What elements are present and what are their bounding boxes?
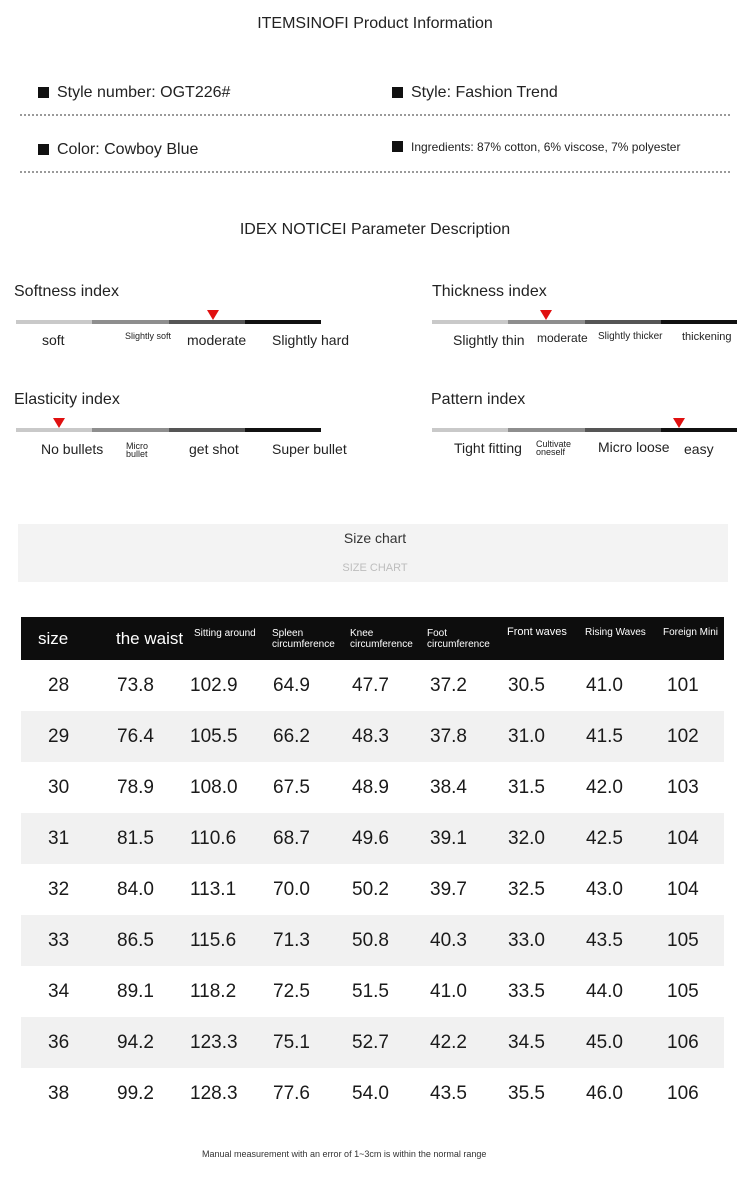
color-text: Color: Cowboy Blue bbox=[57, 141, 199, 158]
table-cell: 32 bbox=[48, 878, 70, 900]
table-cell: 43.5 bbox=[430, 1082, 467, 1104]
table-cell: 49.6 bbox=[352, 827, 389, 849]
dotted-divider bbox=[20, 114, 730, 116]
table-row bbox=[21, 1068, 724, 1119]
table-cell: 66.2 bbox=[273, 725, 310, 747]
table-cell: 101 bbox=[667, 674, 699, 696]
column-header: Spleen circumference bbox=[272, 627, 335, 650]
column-header: Front waves bbox=[507, 626, 567, 638]
table-cell: 77.6 bbox=[273, 1082, 310, 1104]
thickness-index-title: Thickness index bbox=[432, 283, 547, 300]
pattern-marker-icon bbox=[673, 418, 685, 428]
column-header: Foot circumference bbox=[427, 627, 490, 650]
table-cell: 38 bbox=[48, 1082, 70, 1104]
table-cell: 70.0 bbox=[273, 878, 310, 900]
table-cell: 41.5 bbox=[586, 725, 623, 747]
thickness-label: Slightly thin bbox=[453, 332, 525, 348]
softness-scale bbox=[16, 320, 321, 324]
table-row bbox=[21, 966, 724, 1017]
table-header bbox=[21, 617, 724, 660]
size-chart-title: Size chart bbox=[343, 530, 407, 546]
softness-label: moderate bbox=[187, 332, 247, 348]
bullet-icon bbox=[38, 144, 49, 155]
table-cell: 72.5 bbox=[273, 980, 310, 1002]
table-cell: 118.2 bbox=[190, 980, 237, 1002]
style-number-item bbox=[38, 84, 230, 102]
table-cell: 42.0 bbox=[586, 776, 623, 798]
elasticity-marker-icon bbox=[53, 418, 65, 428]
table-row bbox=[21, 915, 724, 966]
style-item bbox=[392, 84, 558, 102]
thickness-label: moderate bbox=[537, 331, 588, 345]
size-table bbox=[21, 617, 724, 1119]
table-cell: 104 bbox=[667, 827, 699, 849]
table-cell: 68.7 bbox=[273, 827, 310, 849]
table-cell: 48.3 bbox=[352, 725, 389, 747]
table-cell: 78.9 bbox=[117, 776, 154, 798]
table-cell: 31.0 bbox=[508, 725, 545, 747]
pattern-index-title: Pattern index bbox=[431, 391, 526, 408]
table-row bbox=[21, 660, 724, 711]
table-cell: 52.7 bbox=[352, 1031, 389, 1053]
table-cell: 106 bbox=[667, 1031, 699, 1053]
color-item bbox=[38, 141, 198, 159]
thickness-scale bbox=[432, 320, 737, 324]
table-row bbox=[21, 813, 724, 864]
table-cell: 28 bbox=[48, 674, 70, 696]
pattern-label: Tight fitting bbox=[454, 440, 522, 456]
table-cell: 123.3 bbox=[190, 1031, 238, 1053]
table-cell: 113.1 bbox=[190, 878, 237, 900]
softness-label: Slightly hard bbox=[272, 332, 350, 348]
elasticity-label: get shot bbox=[189, 441, 239, 457]
elasticity-index-title: Elasticity index bbox=[14, 391, 120, 408]
softness-label: soft bbox=[42, 332, 65, 348]
thickness-marker-icon bbox=[540, 310, 552, 320]
table-cell: 67.5 bbox=[273, 776, 310, 798]
table-cell: 89.1 bbox=[117, 980, 154, 1002]
table-cell: 50.2 bbox=[352, 878, 389, 900]
table-cell: 42.5 bbox=[586, 827, 623, 849]
table-cell: 104 bbox=[667, 878, 699, 900]
table-cell: 39.1 bbox=[430, 827, 467, 849]
column-header: Rising Waves bbox=[585, 627, 646, 638]
table-cell: 29 bbox=[48, 725, 70, 747]
style-text: Style: Fashion Trend bbox=[411, 84, 558, 101]
elasticity-label: Super bullet bbox=[272, 441, 347, 457]
table-cell: 44.0 bbox=[586, 980, 623, 1002]
table-cell: 40.3 bbox=[430, 929, 467, 951]
table-row bbox=[21, 1017, 724, 1068]
table-row bbox=[21, 762, 724, 813]
table-cell: 33 bbox=[48, 929, 70, 951]
table-cell: 102 bbox=[667, 725, 699, 747]
table-cell: 94.2 bbox=[117, 1031, 154, 1053]
table-cell: 39.7 bbox=[430, 878, 467, 900]
column-header: Sitting around bbox=[194, 628, 256, 639]
elasticity-label: Micro bullet bbox=[126, 441, 148, 459]
table-cell: 75.1 bbox=[273, 1031, 310, 1053]
elasticity-scale bbox=[16, 428, 321, 432]
table-cell: 30 bbox=[48, 776, 70, 798]
dotted-divider bbox=[20, 171, 730, 173]
table-cell: 99.2 bbox=[117, 1082, 154, 1104]
table-cell: 51.5 bbox=[352, 980, 389, 1002]
table-cell: 102.9 bbox=[190, 674, 238, 696]
table-cell: 31 bbox=[48, 827, 70, 849]
table-cell: 37.8 bbox=[430, 725, 467, 747]
table-cell: 48.9 bbox=[352, 776, 389, 798]
table-cell: 36 bbox=[48, 1031, 70, 1053]
table-cell: 115.6 bbox=[190, 929, 237, 951]
bullet-icon bbox=[392, 87, 403, 98]
softness-index-title: Softness index bbox=[14, 283, 119, 300]
measurement-note: Manual measurement with an error of 1~3cm is within the normal range bbox=[202, 1149, 487, 1159]
style-number-text: Style number: OGT226# bbox=[57, 84, 231, 101]
table-cell: 50.8 bbox=[352, 929, 389, 951]
size-chart-subtitle: SIZE CHART bbox=[342, 562, 408, 574]
bullet-icon bbox=[38, 87, 49, 98]
table-row bbox=[21, 711, 724, 762]
column-header: size bbox=[38, 629, 69, 648]
softness-marker-icon bbox=[207, 310, 219, 320]
table-cell: 71.3 bbox=[273, 929, 310, 951]
table-cell: 86.5 bbox=[117, 929, 154, 951]
table-cell: 42.2 bbox=[430, 1031, 467, 1053]
table-cell: 128.3 bbox=[190, 1082, 238, 1104]
elasticity-label: No bullets bbox=[41, 441, 104, 457]
table-cell: 73.8 bbox=[117, 674, 154, 696]
product-info-title: ITEMSINOFI Product Information bbox=[257, 15, 493, 32]
table-cell: 43.5 bbox=[586, 929, 623, 951]
bullet-icon bbox=[392, 141, 403, 152]
table-cell: 34 bbox=[48, 980, 70, 1002]
ingredients-item bbox=[392, 140, 680, 154]
table-cell: 54.0 bbox=[352, 1082, 389, 1104]
table-cell: 105 bbox=[667, 980, 699, 1002]
table-cell: 81.5 bbox=[117, 827, 154, 849]
table-cell: 34.5 bbox=[508, 1031, 545, 1053]
thickness-label: Slightly thicker bbox=[598, 331, 663, 342]
column-header: the waist bbox=[116, 629, 184, 648]
table-cell: 32.5 bbox=[508, 878, 545, 900]
table-cell: 35.5 bbox=[508, 1082, 545, 1104]
table-cell: 33.5 bbox=[508, 980, 545, 1002]
table-cell: 105.5 bbox=[190, 725, 238, 747]
column-header: Knee circumference bbox=[350, 627, 413, 650]
parameter-title: IDEX NOTICEI Parameter Description bbox=[239, 221, 511, 238]
table-cell: 32.0 bbox=[508, 827, 545, 849]
table-body bbox=[21, 660, 724, 1119]
table-cell: 103 bbox=[667, 776, 699, 798]
softness-label: Slightly soft bbox=[125, 331, 172, 341]
table-cell: 76.4 bbox=[117, 725, 154, 747]
table-cell: 64.9 bbox=[273, 674, 310, 696]
table-cell: 105 bbox=[667, 929, 699, 951]
table-cell: 43.0 bbox=[586, 878, 623, 900]
column-header: Foreign Mini bbox=[663, 627, 719, 638]
table-cell: 84.0 bbox=[117, 878, 154, 900]
table-row bbox=[21, 864, 724, 915]
ingredients-text: Ingredients: 87% cotton, 6% viscose, 7% polyester bbox=[411, 140, 681, 154]
table-cell: 31.5 bbox=[508, 776, 545, 798]
pattern-label: easy bbox=[684, 441, 714, 457]
table-cell: 106 bbox=[667, 1082, 699, 1104]
table-cell: 30.5 bbox=[508, 674, 545, 696]
table-cell: 110.6 bbox=[190, 827, 237, 849]
table-cell: 45.0 bbox=[586, 1031, 623, 1053]
table-cell: 38.4 bbox=[430, 776, 467, 798]
table-cell: 41.0 bbox=[586, 674, 623, 696]
table-cell: 46.0 bbox=[586, 1082, 623, 1104]
table-cell: 47.7 bbox=[352, 674, 389, 696]
table-cell: 37.2 bbox=[430, 674, 467, 696]
pattern-scale bbox=[432, 428, 737, 432]
table-cell: 108.0 bbox=[190, 776, 238, 798]
table-cell: 41.0 bbox=[430, 980, 467, 1002]
pattern-label: Cultivate oneself bbox=[536, 439, 572, 457]
table-cell: 33.0 bbox=[508, 929, 545, 951]
thickness-label: thickening bbox=[682, 331, 732, 343]
pattern-label: Micro loose bbox=[598, 439, 670, 455]
